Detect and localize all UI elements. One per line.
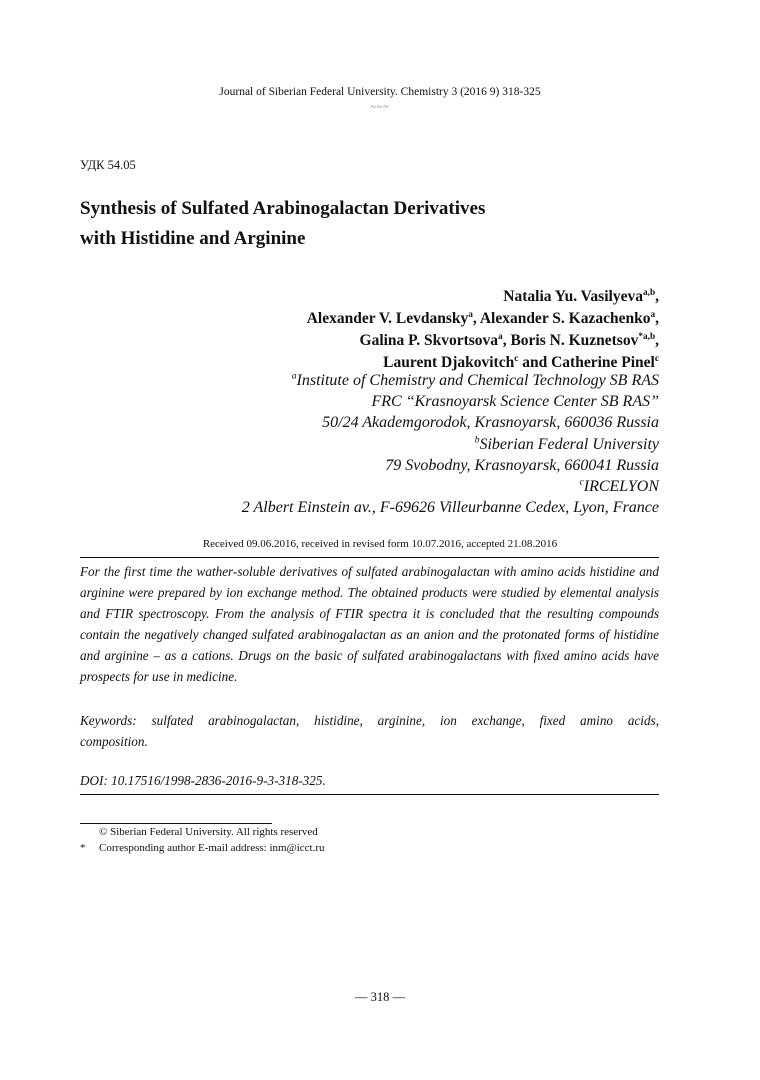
doi: DOI: 10.17516/1998-2836-2016-9-3-318-325. bbox=[80, 773, 326, 788]
affiliations bbox=[242, 370, 659, 518]
title-line-1: Synthesis of Sulfated Arabinogalactan Derivatives bbox=[80, 198, 486, 219]
affiliation-c-line-1: $^c$IRCELYON bbox=[579, 476, 659, 496]
udc-code: УДК 54.05 bbox=[80, 158, 136, 172]
affiliation-b-line-2: 79 Svobodny, Krasnoyarsk, 660041 Russia bbox=[385, 456, 659, 474]
affiliation-b-line-1: $^b$Siberian Federal University bbox=[474, 434, 659, 453]
title-line-2: with Histidine and Arginine bbox=[80, 228, 306, 249]
author-name: Galina P. Skvortsova bbox=[359, 332, 499, 349]
abstract-bottom-rule bbox=[80, 794, 659, 795]
author-affil-mark: c bbox=[514, 353, 519, 364]
page-number: — 318 — bbox=[355, 990, 405, 1004]
affiliation-mark: a bbox=[291, 370, 297, 382]
affiliation-a-line-3: 50/24 Akademgorodok, Krasnoyarsk, 660036 Russia bbox=[322, 414, 659, 432]
author-list bbox=[307, 286, 659, 374]
affiliation-a-line-2: FRC “Krasnoyarsk Science Center SB RAS” bbox=[371, 393, 659, 411]
author-name: Laurent Djakovitch bbox=[383, 354, 515, 371]
author-name: Alexander V. Levdansky bbox=[306, 310, 469, 327]
abstract: For the first time the wather-soluble derivatives of sulfated arabinogalactan with amino acids histidine and arginine were prepared by ion exchange method. The obtained products were studied by elemental analysis and FTIR spectroscopy. From the analysis of FTIR spectra it is concluded that the resulting compounds contain the negatively changed sulfated arabinogalactan as an anion and the protonated forms of histidine and arginine – as a cations. Drugs on the basic of sulfated arabinogalactans with fixed amino acids have prospects for use in medicine. bbox=[80, 564, 659, 684]
paper-title bbox=[80, 194, 485, 254]
footnote-star: * bbox=[80, 842, 86, 854]
author-name: Catherine Pinel bbox=[551, 354, 655, 371]
author-name: Boris N. Kuznetsov bbox=[510, 332, 639, 349]
footnote-rule bbox=[80, 823, 272, 824]
author-conjunction: and bbox=[518, 354, 552, 371]
author-affil-mark: a bbox=[498, 331, 503, 342]
corresponding-footnote: * Corresponding author E-mail address: inm@icct.ru bbox=[80, 842, 325, 854]
keywords-line-2: composition. bbox=[80, 734, 148, 749]
affiliation-mark: c bbox=[579, 476, 584, 488]
author-affil-mark: *a,b bbox=[638, 331, 656, 342]
header-ornament: ~~~ bbox=[370, 102, 390, 113]
author-affil-mark: a,b bbox=[642, 287, 656, 298]
author-line-1: Natalia Yu. Vasilyeva$^{a,b}$, bbox=[503, 287, 659, 305]
author-name: Alexander S. Kazachenko bbox=[479, 310, 651, 327]
received-dates: Received 09.06.2016, received in revised form 10.07.2016, accepted 21.08.2016 bbox=[202, 538, 558, 550]
copyright-footnote: © Siberian Federal University. All rights reserved bbox=[99, 826, 318, 838]
author-affil-mark: a bbox=[650, 309, 656, 320]
author-line-2: Alexander V. Levdansky$^a$, Alexander S. Kazachenko$^a$, bbox=[306, 309, 659, 327]
author-affil-mark: c bbox=[654, 353, 659, 364]
keywords-line-1: Keywords: sulfated arabinogalactan, histidine, arginine, ion exchange, fixed amino acids, bbox=[80, 713, 659, 728]
author-name: Natalia Yu. Vasilyeva bbox=[503, 288, 643, 305]
journal-header: Journal of Siberian Federal University. Chemistry 3 (2016 9) 318-325 bbox=[219, 86, 541, 98]
author-affil-mark: a bbox=[468, 309, 473, 320]
affiliation-a-line-1: $^a$Institute of Chemistry and Chemical Technology SB RAS bbox=[291, 370, 659, 389]
affiliation-mark: b bbox=[474, 434, 480, 446]
keywords bbox=[80, 710, 659, 752]
abstract-top-rule bbox=[80, 557, 659, 558]
author-line-3: Galina P. Skvortsova$^a$, Boris N. Kuznetsov$^{*a,b}$, bbox=[359, 331, 659, 349]
affiliation-c-line-2: 2 Albert Einstein av., F-69626 Villeurbanne Cedex, Lyon, France bbox=[241, 499, 659, 517]
